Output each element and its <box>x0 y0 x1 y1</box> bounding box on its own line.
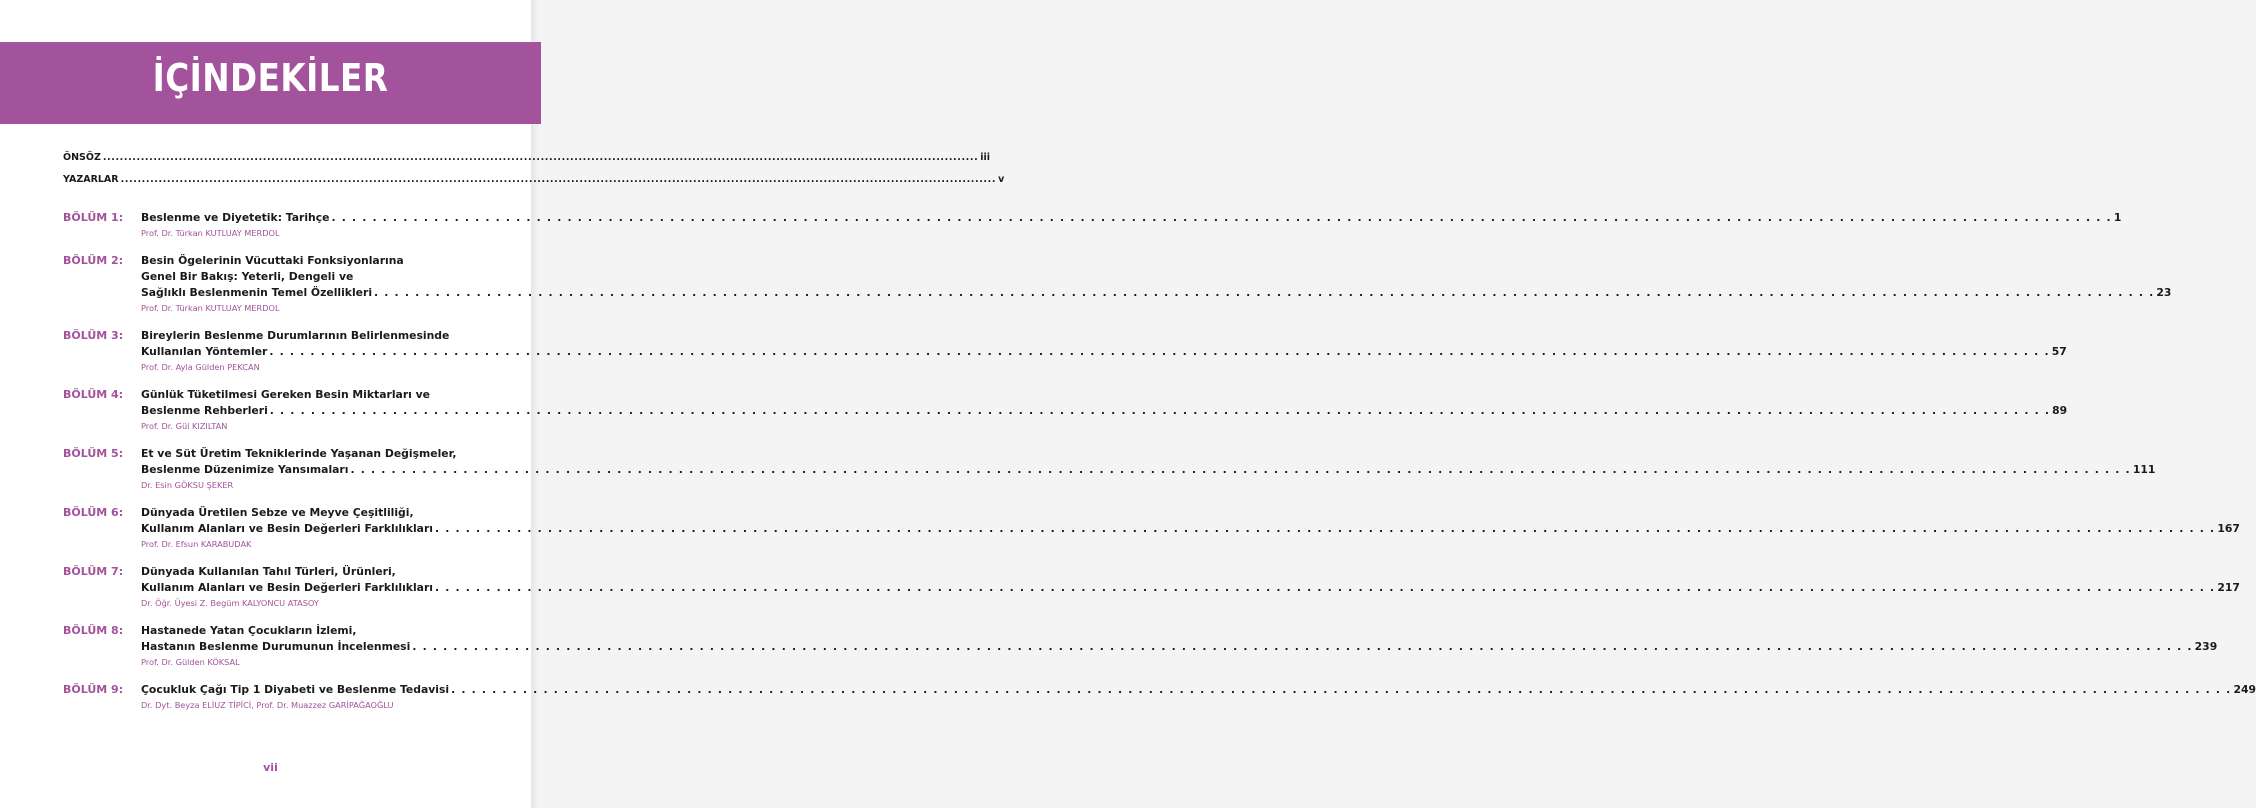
toc-chapter-2[interactable] <box>63 253 2172 314</box>
chapter-page-number: 89 <box>2052 404 2068 417</box>
chapter-label: BÖLÜM 5: <box>63 447 124 460</box>
chapter-page-number: 23 <box>2156 286 2172 299</box>
leader-dots <box>350 462 2130 478</box>
chapter-title-text: Kullanım Alanları ve Besin Değerleri Farklılıkları <box>141 581 433 594</box>
toc-front-matter-onsoz[interactable] <box>63 152 991 174</box>
chapter-body <box>141 505 2240 550</box>
chapter-title-last-line <box>141 285 2171 301</box>
leader-dots <box>121 174 996 185</box>
chapter-title-last-line <box>141 462 2155 478</box>
chapter-label: BÖLÜM 3: <box>63 329 124 342</box>
chapter-title-last-line <box>141 403 2067 419</box>
chapter-title-last-line <box>141 580 2240 596</box>
chapter-list <box>63 210 2256 711</box>
chapter-label: BÖLÜM 7: <box>63 565 124 578</box>
chapter-title-last-line <box>141 210 2121 226</box>
table-of-contents <box>63 152 2256 725</box>
front-matter-label: ÖNSÖZ <box>63 152 101 163</box>
chapter-title-line: Hastanede Yatan Çocukların İzlemi, <box>141 624 357 637</box>
chapter-author: Prof. Dr. Türkan KUTLUAY MERDOL <box>141 303 280 313</box>
chapter-title-text: Beslenme ve Diyetetik: Tarihçe <box>141 211 330 224</box>
chapter-body <box>141 387 2067 432</box>
chapter-title-text: Beslenme Rehberleri <box>141 404 268 417</box>
chapter-body <box>141 623 2217 668</box>
chapter-body <box>141 564 2240 609</box>
chapter-title-line: Bireylerin Beslenme Durumlarının Belirlenmesinde <box>141 329 450 342</box>
chapter-label: BÖLÜM 2: <box>63 254 124 267</box>
leader-dots <box>374 285 2154 301</box>
leader-dots <box>331 210 2111 226</box>
chapter-page-number: 111 <box>2132 463 2156 476</box>
chapter-title-last-line <box>141 682 2256 698</box>
chapter-title-line: Dünyada Kullanılan Tahıl Türleri, Ürünleri, <box>141 565 396 578</box>
chapter-page-number: 57 <box>2051 345 2067 358</box>
chapter-label: BÖLÜM 8: <box>63 624 124 637</box>
chapter-title-line: Günlük Tüketilmesi Gereken Besin Miktarları ve <box>141 388 430 401</box>
chapter-label: BÖLÜM 1: <box>63 211 124 224</box>
leader-dots <box>103 152 978 163</box>
page-title: İÇİNDEKİLER <box>152 56 389 100</box>
chapter-author: Dr. Öğr. Üyesi Z. Begüm KALYONCU ATASOY <box>141 598 319 608</box>
leader-dots <box>435 580 2215 596</box>
chapter-body <box>141 328 2067 373</box>
toc-chapter-3[interactable] <box>63 328 2067 373</box>
chapter-title-line: Dünyada Üretilen Sebze ve Meyve Çeşitliliği, <box>141 506 414 519</box>
chapter-title-line: Et ve Süt Üretim Tekniklerinde Yaşanan Değişmeler, <box>141 447 457 460</box>
chapter-body <box>141 210 2121 239</box>
toc-chapter-4[interactable] <box>63 387 2068 432</box>
toc-chapter-1[interactable] <box>63 210 2122 239</box>
chapter-title-last-line <box>141 521 2240 537</box>
chapter-label: BÖLÜM 9: <box>63 683 124 696</box>
chapter-author: Prof. Dr. Ayla Gülden PEKCAN <box>141 362 260 372</box>
chapter-page-number: 239 <box>2194 640 2218 653</box>
chapter-title-line: Genel Bir Bakış: Yeterli, Dengeli ve <box>141 270 354 283</box>
leader-dots <box>451 682 2231 698</box>
chapter-title-line: Besin Ögelerinin Vücuttaki Fonksiyonlarına <box>141 254 404 267</box>
toc-chapter-8[interactable] <box>63 623 2218 668</box>
chapter-title-text: Sağlıklı Beslenmenin Temel Özellikleri <box>141 286 373 299</box>
toc-chapter-7[interactable] <box>63 564 2240 609</box>
front-matter-page: v <box>998 174 1005 185</box>
leader-dots <box>270 403 2050 419</box>
chapter-title-last-line <box>141 639 2217 655</box>
chapter-label: BÖLÜM 4: <box>63 388 124 401</box>
chapter-label: BÖLÜM 6: <box>63 506 124 519</box>
toc-chapter-6[interactable] <box>63 505 2240 550</box>
chapter-title-text: Çocukluk Çağı Tip 1 Diyabeti ve Beslenme Tedavisi <box>141 683 450 696</box>
chapter-author: Prof. Dr. Gül KIZILTAN <box>141 421 228 431</box>
front-matter-page: iii <box>980 152 991 163</box>
chapter-title-text: Beslenme Düzenimize Yansımaları <box>141 463 349 476</box>
page-number: vii <box>263 761 278 774</box>
toc-front-matter-yazarlar[interactable] <box>63 174 1005 196</box>
chapter-body <box>141 682 2256 711</box>
chapter-title-text: Kullanım Alanları ve Besin Değerleri Farklılıkları <box>141 522 433 535</box>
chapter-body <box>141 446 2155 491</box>
chapter-author: Prof. Dr. Gülden KÖKSAL <box>141 657 240 667</box>
chapter-body <box>141 253 2171 314</box>
chapter-author: Prof. Dr. Efsun KARABUDAK <box>141 539 252 549</box>
chapter-title-last-line <box>141 344 2067 360</box>
toc-chapter-9[interactable] <box>63 682 2256 711</box>
chapter-author: Dr. Esin GÖKSU ŞEKER <box>141 480 234 490</box>
front-matter-label: YAZARLAR <box>63 174 119 185</box>
chapter-page-number: 249 <box>2233 683 2256 696</box>
leader-dots <box>269 344 2049 360</box>
chapter-title-text: Hastanın Beslenme Durumunun İncelenmesi <box>141 640 411 653</box>
chapter-page-number: 217 <box>2217 581 2240 594</box>
chapter-page-number: 1 <box>2113 211 2122 224</box>
chapter-author: Prof. Dr. Türkan KUTLUAY MERDOL <box>141 228 280 238</box>
toc-chapter-5[interactable] <box>63 446 2156 491</box>
chapter-title-text: Kullanılan Yöntemler <box>141 345 268 358</box>
chapter-author: Dr. Dyt. Beyza ELİUZ TİPİCİ, Prof. Dr. Muazzez GARİPAĞAOĞLU <box>141 700 394 710</box>
leader-dots <box>435 521 2215 537</box>
chapter-page-number: 167 <box>2217 522 2240 535</box>
leader-dots <box>412 639 2192 655</box>
